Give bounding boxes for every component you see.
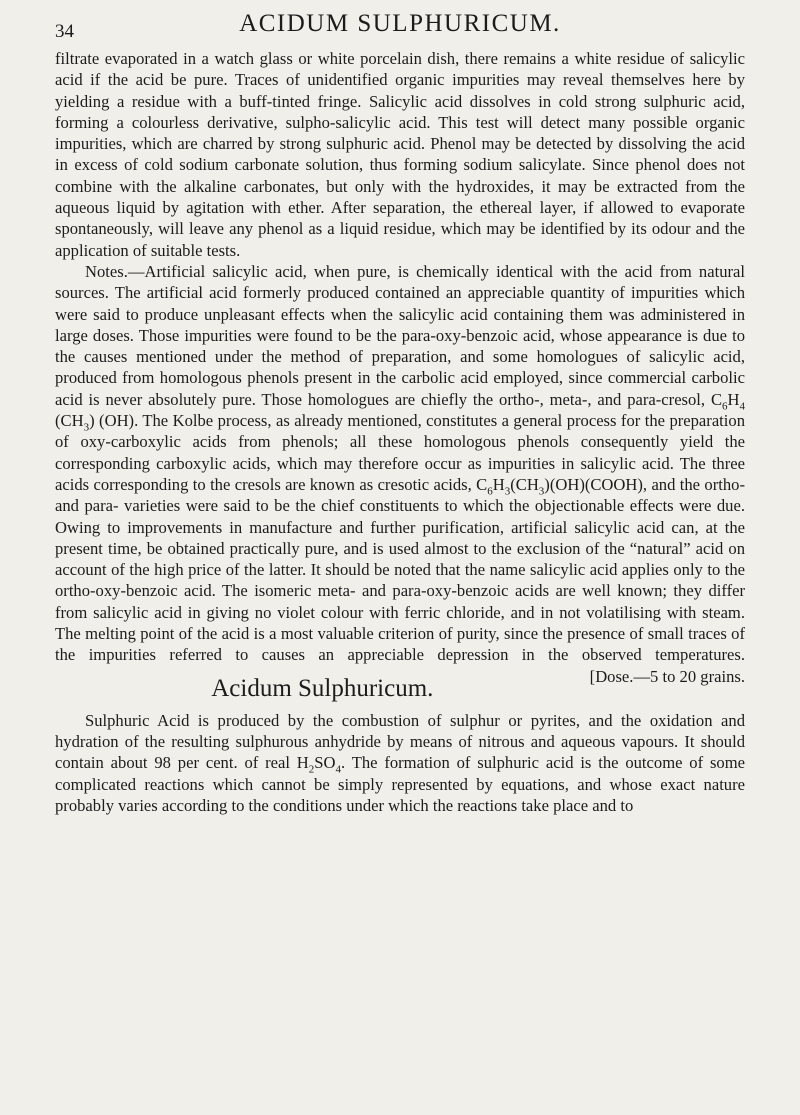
dose-note: [Dose.—5 to 20 grains. xyxy=(589,666,745,686)
page-number: 34 xyxy=(55,21,74,42)
paragraph-sulphuric-acid: Sulphuric Acid is produced by the combustion of sulphur or pyrites, and the oxidation and hydration of the resulting sulphurous anhydride by means of nitrous and aqueous vapours. It should contain about 98 per cent. of real $H_2SO_4$. The formation of sulphuric acid is the outcome of some complicated reactions which cannot be simply represented by equations, and whose exact nature probably varies according to the conditions under which the reactions take place and to xyxy=(55,710,745,815)
section-title: Acidum Sulphuricum. xyxy=(211,674,434,702)
paragraph-filtrate: filtrate evaporated in a watch glass or white porcelain dish, there remains a white residue of salicylic acid if the acid be pure. Traces of unidentified organic impurities may reveal themselves here by yielding a residue with a buff-tinted fringe. Salicylic acid dissolves in cold strong sulphuric acid, forming a colourless derivative, sulpho-salicylic acid. This test will detect many possible organic impurities, which are charred by strong sulphuric acid. Phenol may be detected by dissolving the acid in excess of cold sodium carbonate solution, thus forming sodium salicylate. Since phenol does not combine with the alkaline carbonates, but only with the hydroxides, it may be extracted from the aqueous liquid by agitation with ether. After separation, the ethereal layer, if allowed to evaporate spontaneously, will leave any phenol as a liquid residue, which may be identified by its odour and the application of suitable tests. xyxy=(55,49,745,260)
notes-text: Notes.—Artificial salicylic acid, when pure, is chemically identical with the acid from natural sources. The artificial acid formerly produced contained an appreciable quantity of impurities which were said to produce unpleasant effects when the salicylic acid containing them was administered in large doses. Those impurities were found to be the para-oxy-benzoic acid, whose appearance is due to the causes mentioned under the method of preparation, and some homologues of salicylic acid, produced from homologous phenols present in the carbolic acid employed, since commercial carbolic acid is never absolutely pure. Those homologues are chiefly the ortho-, meta-, and para-cresol, C xyxy=(55,261,745,409)
paragraph-notes: Notes.—Artificial salicylic acid, when pure, is chemically identical with the acid from natural sources. The artificial acid formerly produced contained an appreciable quantity of impurities which were said to produce unpleasant effects when the salicylic acid containing them was administered in large doses. Those impurities were found to be the para-oxy-benzoic acid, whose appearance is due to the causes mentioned under the method of preparation, and some homologues of salicylic acid, produced from homologous phenols present in the carbolic acid employed, since commercial carbolic acid is never absolutely pure. Those homologues are chiefly the ortho-, meta-, and para-cresol, $C_6H_4$ $(CH_3)$ (OH). The Kolbe process, as already mentioned, constitutes a general process for the preparation of oxy-carboxylic acids from phenols; all these homologous phenols consequently yield the corresponding carboxylic acids, which may therefore occur as impurities in salicylic acid. The three acids corresponding to the cresols are known as cresotic acids, $C_6H_3(CH_3)(OH)(COOH)$, and the ortho- and para- varieties were said to be the chief constituents to which the objectionable effects were due. Owing to improvements in manufacture and further purification, artificial salicylic acid can, at the present time, be obtained practically pure, and is used almost to the exclusion of the “natural” acid on account of the high price of the latter. It should be noted that the name salicylic acid applies only to the ortho-oxy-benzoic acid. The isomeric meta- and para-oxy-benzoic acids are well known; they differ from salicylic acid in giving no violet colour with ferric chloride, and in not volatilising with steam. The melting point of the acid is a most valuable criterion of purity, since the presence of small traces of the impurities referred to causes an appreciable depression in the observed temperatures. [Dose.—5 to 20 grains. xyxy=(55,261,745,686)
running-head: ACIDUM SULPHURICUM. xyxy=(239,10,561,37)
text-block xyxy=(55,48,745,816)
